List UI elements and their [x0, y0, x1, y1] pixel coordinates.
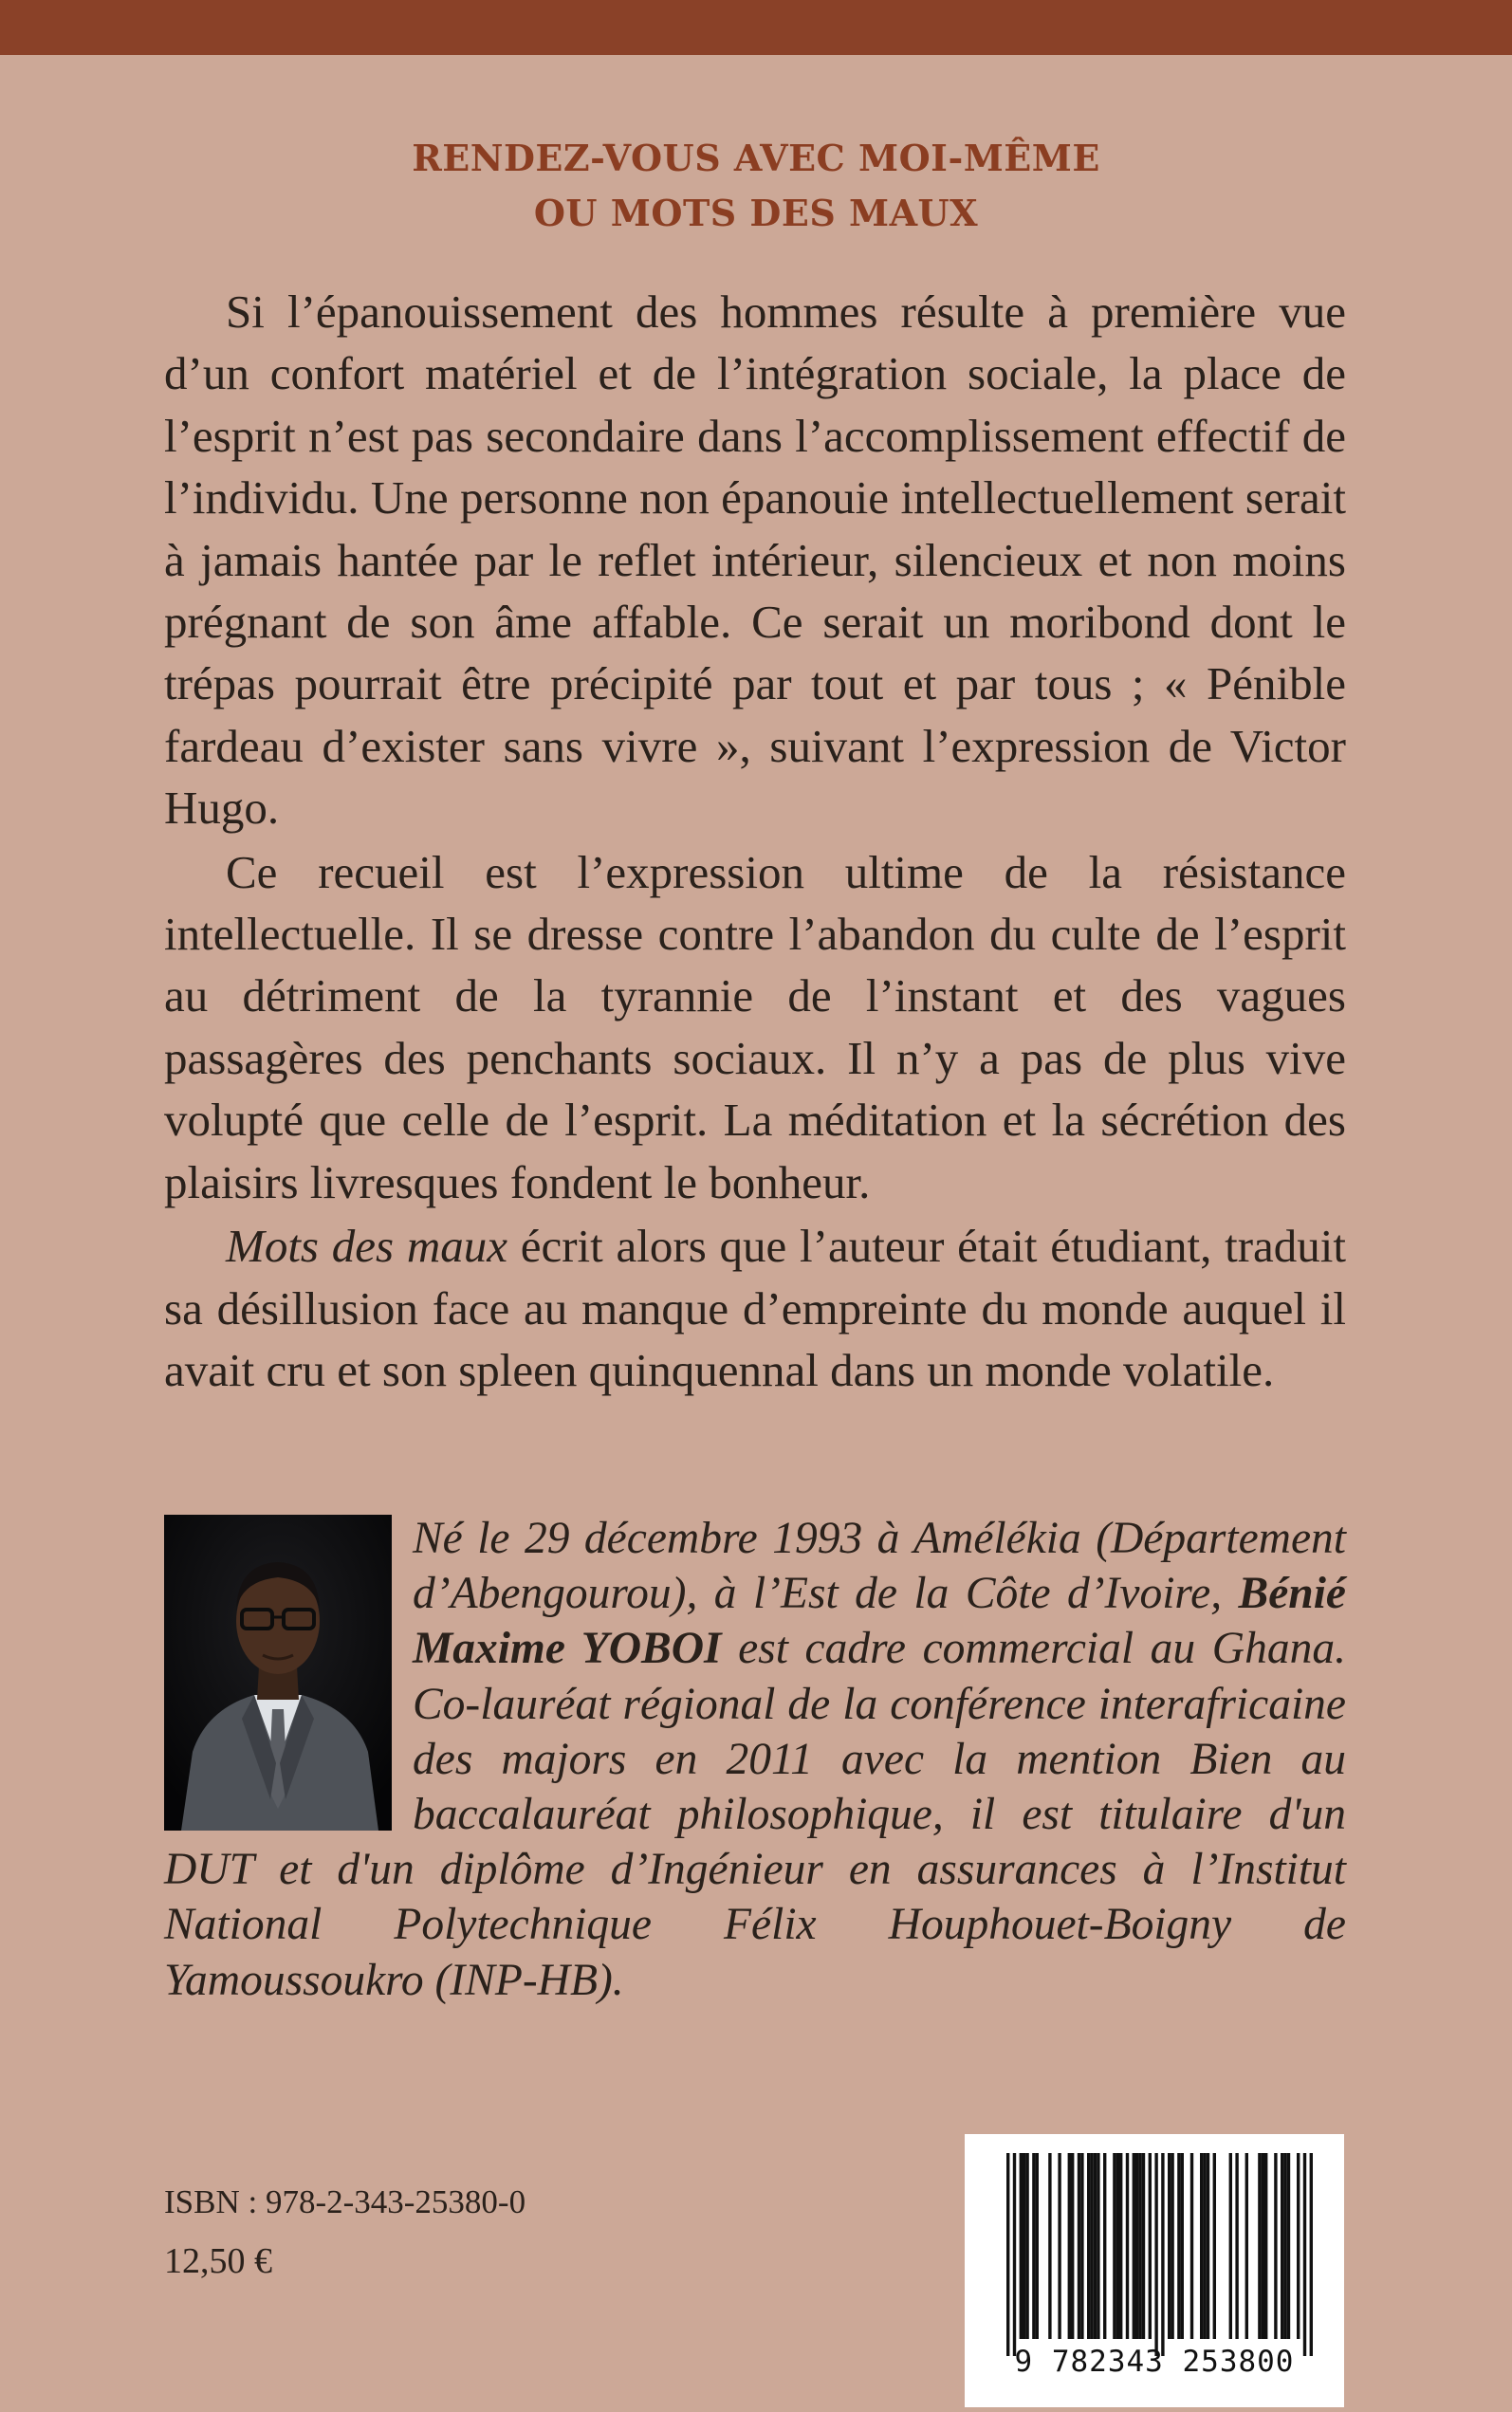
barcode-bar	[1020, 2153, 1023, 2339]
barcode-bar	[1171, 2153, 1173, 2339]
barcode-bar	[1258, 2153, 1261, 2339]
barcode-bar	[1036, 2153, 1039, 2339]
barcode-bar	[1013, 2153, 1016, 2356]
barcode-bar	[1245, 2153, 1248, 2339]
barcode-bar	[1283, 2153, 1286, 2339]
barcode-bar	[1190, 2153, 1193, 2339]
barcode-bar	[1154, 2153, 1157, 2356]
barcode	[965, 2134, 1344, 2407]
barcode-bar	[1006, 2153, 1009, 2356]
barcode-bar	[1048, 2153, 1051, 2339]
book-summary	[164, 281, 1346, 1401]
book-title	[0, 131, 1512, 241]
barcode-bar	[1303, 2153, 1306, 2356]
summary-paragraph-2: Ce recueil est l’expression ultime de la résistance intellectuelle. Il se dresse contre l’abandon du culte de l’esprit au détriment de la tyrannie de l’instant et des vagues passagères des penchants sociaux. Il n’y a pas de plus vive volupté que celle de l’esprit. La méditation et la sécrétion des plaisirs livresques fondent le bonheur.	[164, 845, 1346, 1208]
barcode-bar	[1023, 2153, 1025, 2339]
barcode-bar	[1094, 2153, 1097, 2339]
barcode-bar	[1087, 2153, 1090, 2339]
barcode-bar	[1142, 2153, 1145, 2339]
barcode-bar	[1113, 2153, 1116, 2339]
book-title-italic: Mots des maux	[226, 1220, 507, 1273]
barcode-bar	[1262, 2153, 1264, 2339]
barcode-bar	[1080, 2153, 1083, 2339]
barcode-bar	[1126, 2153, 1129, 2339]
barcode-bar	[1177, 2153, 1180, 2339]
barcode-bar	[1149, 2153, 1152, 2339]
author-biography	[164, 1511, 1346, 2008]
barcode-bar	[1058, 2153, 1060, 2339]
barcode-bar	[1235, 2153, 1238, 2339]
barcode-digits: 9 782343 253800	[1014, 2345, 1295, 2379]
summary-paragraph-3	[164, 1215, 1346, 1401]
barcode-bar	[1097, 2153, 1099, 2339]
barcode-bar	[1281, 2153, 1283, 2339]
barcode-bar	[1103, 2153, 1106, 2339]
isbn-line: ISBN : 978-2-343-25380-0	[164, 2183, 526, 2220]
author-name: Bénié Maxime YOBOI	[413, 1569, 1346, 1674]
barcode-bar	[1025, 2153, 1028, 2339]
barcode-bar	[1078, 2153, 1080, 2339]
barcode-bar	[1200, 2153, 1203, 2339]
barcode-bar	[1161, 2153, 1164, 2356]
barcode-bar	[1133, 2153, 1135, 2339]
barcode-bar	[1116, 2153, 1119, 2339]
barcode-bar	[1090, 2153, 1093, 2339]
top-color-band	[0, 0, 1512, 55]
barcode-bar	[1168, 2153, 1171, 2339]
title-line-1: RENDEZ-VOUS AVEC MOI-MÊME	[412, 137, 1100, 179]
barcode-bar	[1287, 2153, 1290, 2339]
barcode-bar	[1138, 2153, 1141, 2339]
barcode-bar	[1264, 2153, 1267, 2339]
price: 12,50 €	[164, 2241, 272, 2281]
barcode-bar	[1274, 2153, 1277, 2339]
summary-paragraph-3-text: écrit alors que l’auteur était étudiant, traduit sa désillusion face au manque d’empreinte du monde auquel il avait cru et son spleen quinquennal dans un monde volatile.	[164, 1220, 1346, 1396]
barcode-bar	[1119, 2153, 1122, 2339]
barcode-bar	[1203, 2153, 1206, 2339]
barcode-bar	[1213, 2153, 1216, 2339]
barcode-bar	[1135, 2153, 1138, 2339]
photo-spacer	[164, 1511, 413, 1838]
barcode-bar	[1229, 2153, 1232, 2339]
barcode-bar	[1068, 2153, 1071, 2339]
barcode-bar	[1297, 2153, 1300, 2339]
barcode-bar	[1071, 2153, 1074, 2339]
title-line-2: OU MOTS DES MAUX	[533, 192, 979, 234]
barcode-bar	[1207, 2153, 1209, 2339]
bio-text-before-name: Né le 29 décembre 1993 à Amélékia (Département d’Abengourou), à l’Est de la Côte d’Ivoire,	[413, 1514, 1346, 1619]
barcode-bar	[1310, 2153, 1313, 2356]
summary-paragraph-1: Si l’épanouissement des hommes résulte à première vue d’un confort matériel et de l’intégration sociale, la place de l’esprit n’est pas secondaire dans l’accomplissement effectif de l’individu. Une personne non épanouie intellectuellement serait à jamais hantée par le reflet intérieur, silencieux et non moins prégnant de son âme affable. Ce serait un moribond dont le trépas pourrait être précipité par tout et par tous ; « Pénible fardeau d’exister sans vivre », suivant l’expression de Victor Hugo.	[164, 285, 1346, 835]
barcode-bar	[1032, 2153, 1035, 2339]
barcode-bar	[1181, 2153, 1184, 2339]
bio-text-after-name: est cadre commercial au Ghana. Co-lauréat régional de la conférence interafricaine des majors en 2011 avec la mention Bien au baccalauréat philosophique, il est titulaire d'un DUT et d'un diplôme d’Ingénieur en assurances à l’Institut National Polytechnique Félix Houphouet-Boigny de Yamoussoukro (INP-HB).	[164, 1624, 1346, 2005]
